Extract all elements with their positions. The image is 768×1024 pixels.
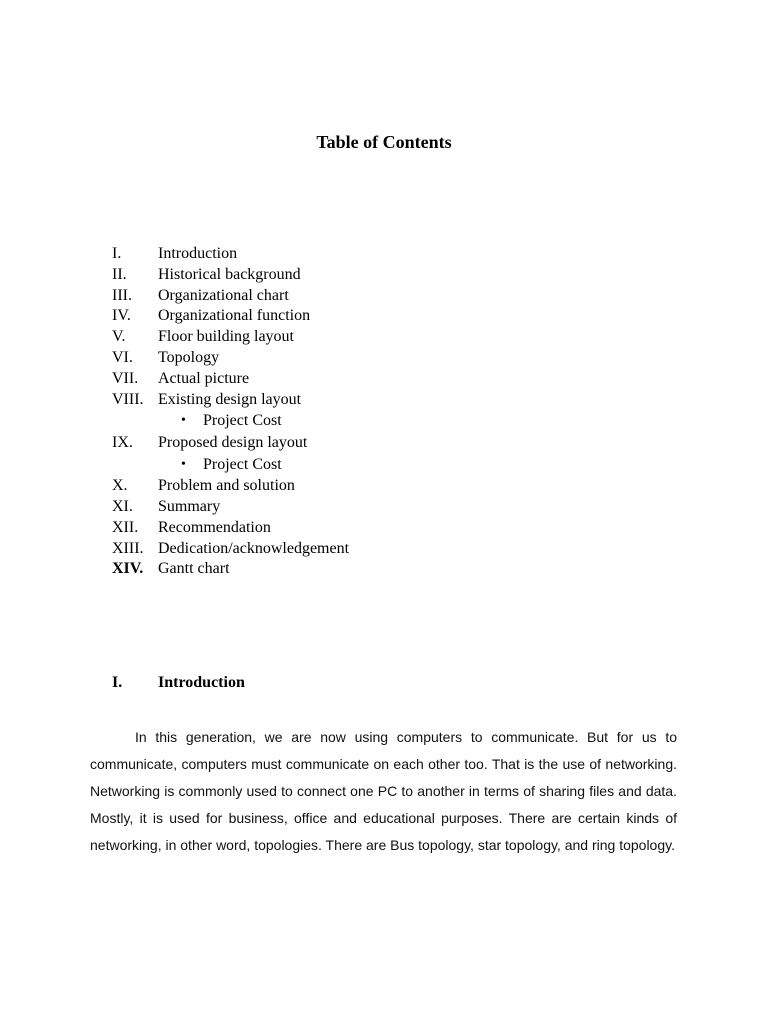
toc-item-number: VIII. [112,390,144,408]
toc-item-number: III. [112,286,132,304]
toc-item-number: IV. [112,307,131,325]
toc-subitem [112,454,672,477]
toc-subitem [112,410,672,433]
toc-title: Table of Contents [316,132,452,152]
toc-item-number: XIII. [112,539,144,557]
toc-item-number: II. [112,265,127,283]
toc-item-label: Proposed design layout [158,433,308,451]
toc-item [112,265,672,286]
toc-item-label: Recommendation [158,518,271,536]
section-number: I. [112,674,123,691]
section-title: Introduction [158,674,245,691]
introduction-paragraph: In this generation, we are now using computers to communicate. But for us to communicate, computers must communicate on each other too. That is the use of networking. Networking is commonly used to connect one PC to another in terms of sharing files and data. Mostly, it is used for business, office and educational purposes. There are certain kinds of networking, in other word, topologies. There are Bus topology, star topology, and ring topology. [90,729,677,853]
toc-subitem-label: Project Cost [203,455,282,473]
toc-item-number: XIV. [112,560,144,578]
toc-item [112,327,672,348]
bullet-icon: • [181,456,186,472]
bullet-icon: • [181,413,186,429]
toc-item-label: Historical background [158,265,301,283]
toc-item-number: XI. [112,497,133,515]
toc-item-label: Problem and solution [158,477,295,495]
toc-item-number: I. [112,245,122,262]
toc-item [112,244,672,265]
toc-item [112,539,672,560]
toc-item-label: Dedication/acknowledgement [158,539,350,557]
toc-item [112,369,672,390]
toc-item-label: Gantt chart [158,560,230,578]
toc-item [112,306,672,327]
toc-item-label: Organizational chart [158,286,289,304]
toc-item-number: X. [112,477,128,495]
toc-item-number: XII. [112,518,139,536]
toc-item-number: VII. [112,369,139,387]
toc-item-number: VI. [112,348,133,366]
toc-item-label: Introduction [158,245,238,262]
toc-item [112,476,672,497]
toc-subitem-label: Project Cost [203,412,282,430]
toc-item [112,518,672,539]
toc-item [112,433,672,454]
toc-item-label: Actual picture [158,369,250,387]
toc-item-label: Existing design layout [158,390,302,408]
toc-item [112,497,672,518]
toc-list [112,244,672,580]
section-heading [112,672,245,694]
toc-item-label: Organizational function [158,307,311,325]
toc-item-label: Summary [158,497,221,515]
toc-item [112,348,672,369]
toc-item-label: Floor building layout [158,328,294,346]
toc-item [112,286,672,307]
toc-item [112,390,672,411]
toc-item [112,559,672,580]
toc-item-number: V. [112,328,126,346]
toc-item-label: Topology [158,348,220,366]
toc-item-number: IX. [112,433,133,451]
